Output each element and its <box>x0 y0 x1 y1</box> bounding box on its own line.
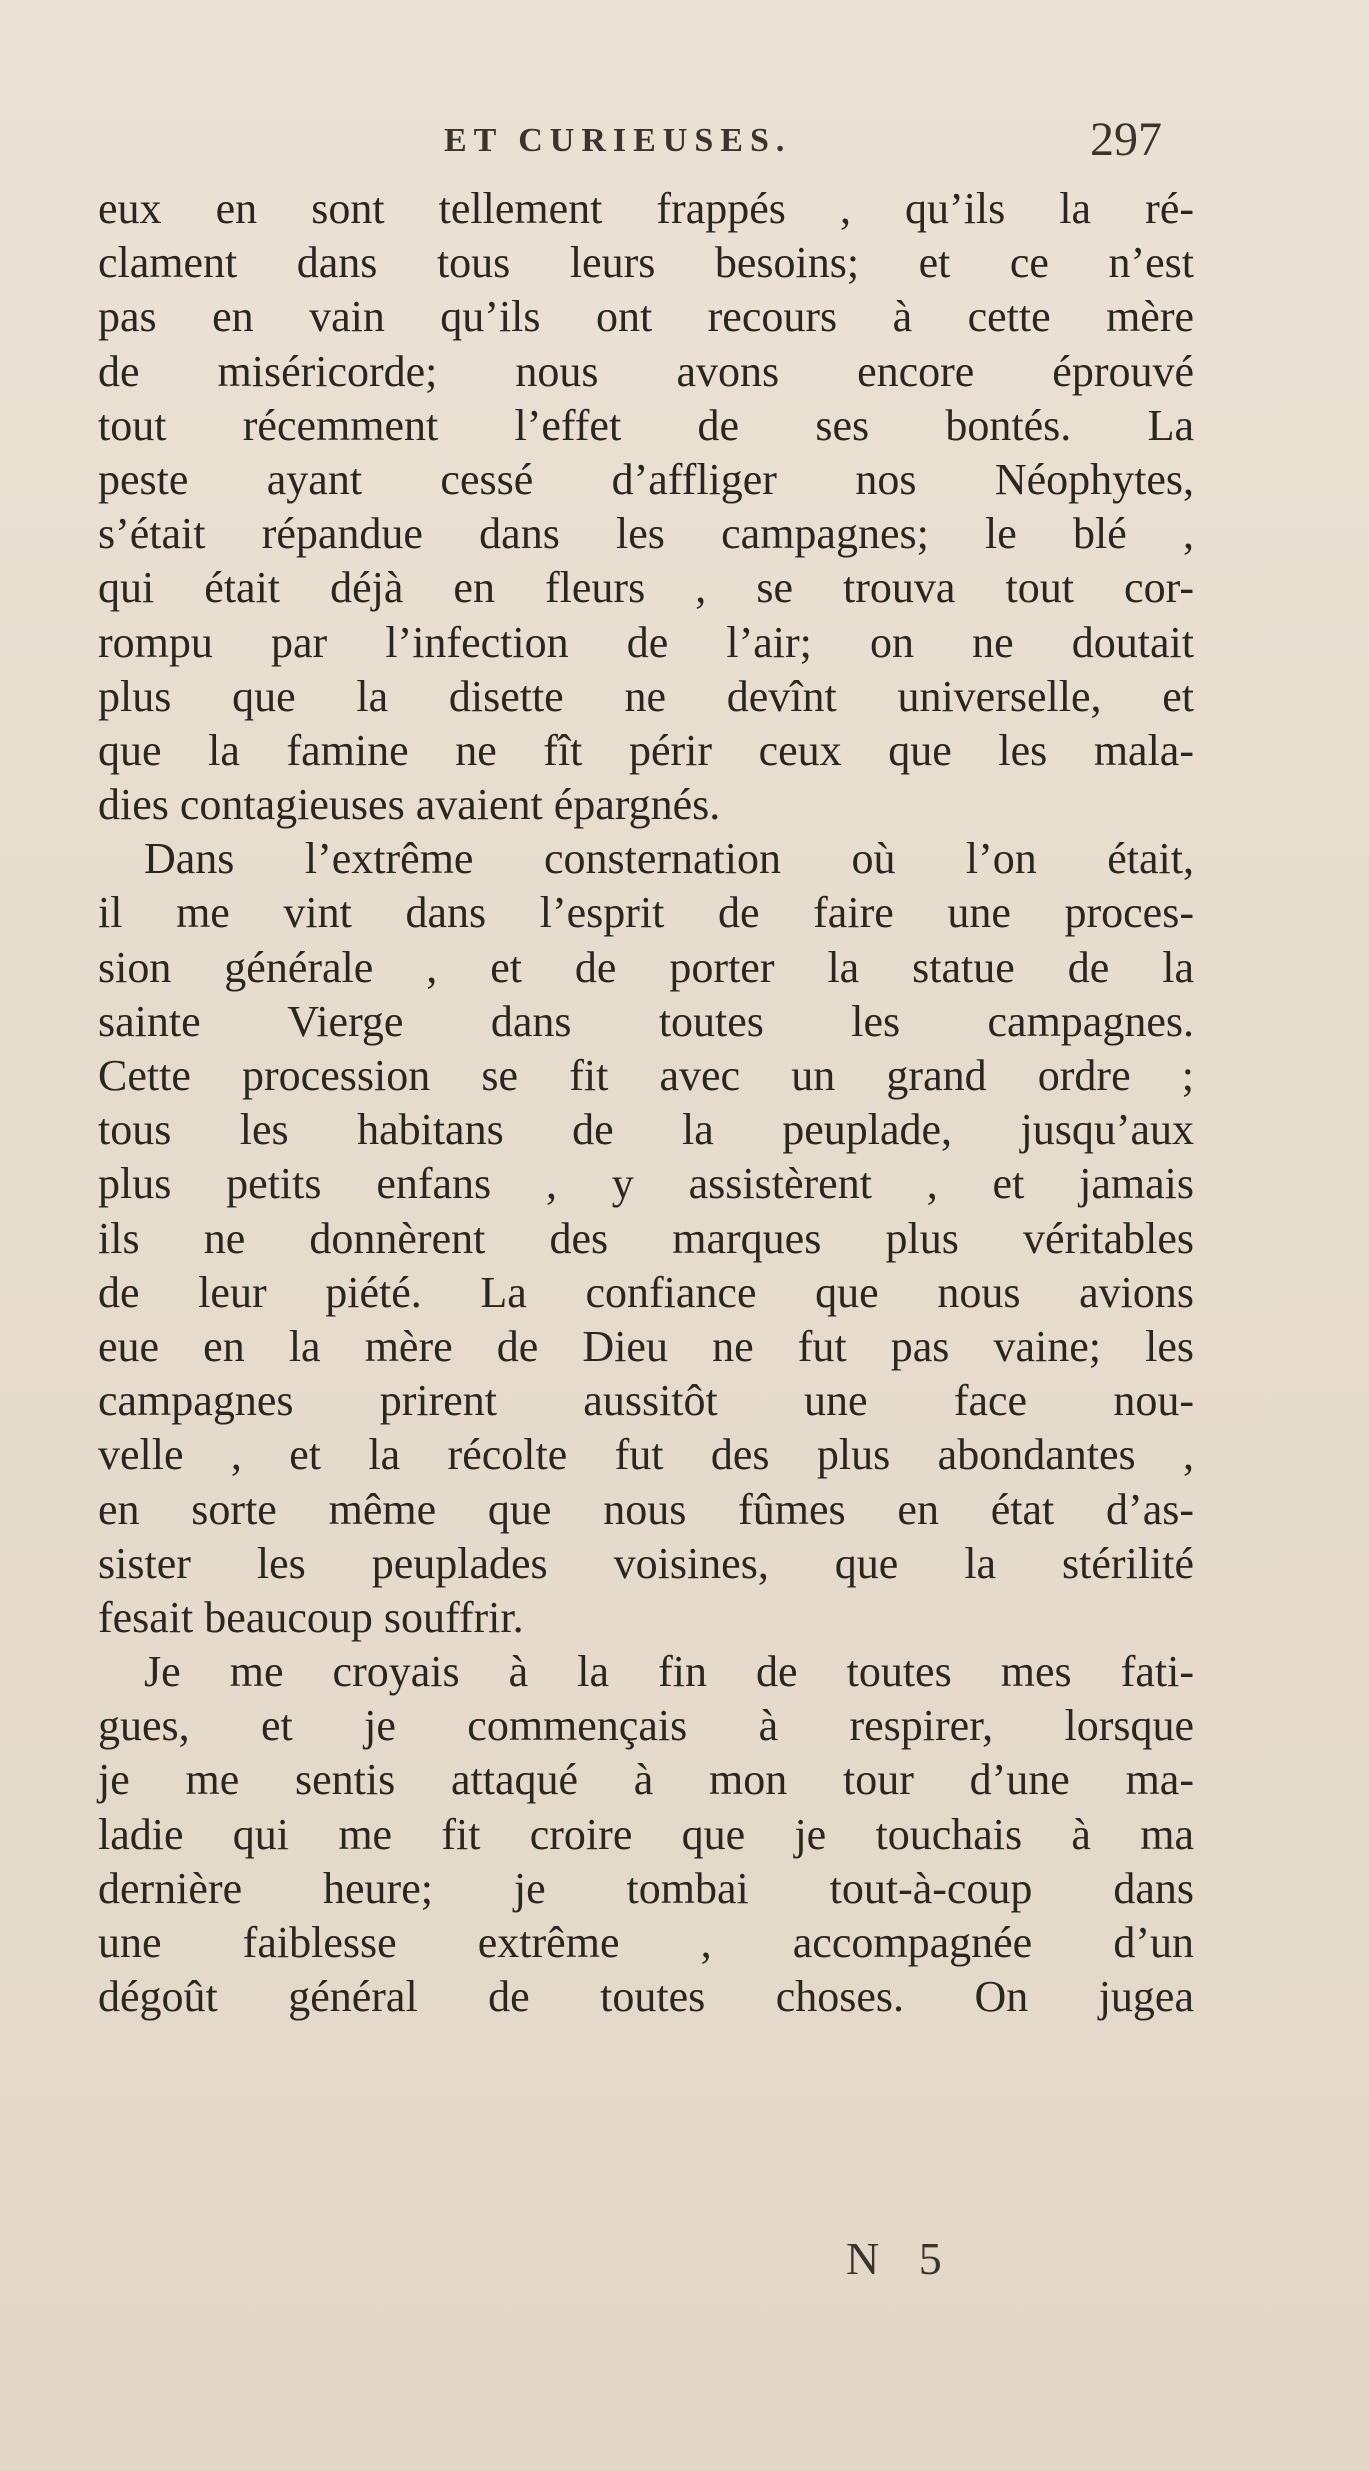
running-head: ET CURIEUSES. <box>444 122 792 159</box>
text-line: sainte Vierge dans toutes les campagnes. <box>98 996 1194 1046</box>
text-line: Je me croyais à la fin de toutes mes fati- <box>144 1647 1194 1697</box>
text-line: dies contagieuses avaient épargnés. <box>98 780 721 830</box>
body-text <box>98 182 1194 2024</box>
text-line: rompu par l’infection de l’air; on ne doutait <box>98 617 1194 667</box>
text-line: s’était répandue dans les campagnes; le blé , <box>98 509 1194 559</box>
text-line: en sorte même que nous fûmes en état d’as- <box>98 1484 1194 1534</box>
text-line: plus petits enfans , y assistèrent , et jamais <box>98 1159 1194 1209</box>
text-line: ladie qui me fit croire que je touchais à ma <box>98 1809 1194 1859</box>
text-line: dégoût général de toutes choses. On jugea <box>98 1972 1194 2022</box>
text-line: ils ne donnèrent des marques plus véritables <box>98 1213 1194 1263</box>
text-line: velle , et la récolte fut des plus abondantes , <box>98 1430 1194 1480</box>
text-line: clament dans tous leurs besoins; et ce n’est <box>98 238 1194 288</box>
text-line: Dans l’extrême consternation où l’on était, <box>144 834 1194 884</box>
text-line: que la famine ne fît périr ceux que les mala- <box>98 725 1194 775</box>
text-line: pas en vain qu’ils ont recours à cette mère <box>98 292 1194 342</box>
text-line: sion générale , et de porter la statue de la <box>98 942 1194 992</box>
text-line: de leur piété. La confiance que nous avions <box>98 1267 1194 1317</box>
text-line: tous les habitans de la peuplade, jusqu’aux <box>98 1105 1194 1155</box>
text-line: plus que la disette ne devînt universelle, et <box>98 671 1194 721</box>
text-line: je me sentis attaqué à mon tour d’une ma- <box>98 1755 1194 1805</box>
page-number: 297 <box>1090 113 1162 166</box>
text-line: tout récemment l’effet de ses bontés. La <box>98 400 1194 450</box>
text-line: gues, et je commençais à respirer, lorsque <box>98 1701 1194 1751</box>
text-line: campagnes prirent aussitôt une face nou- <box>98 1376 1194 1426</box>
text-line: eux en sont tellement frappés , qu’ils la ré- <box>98 184 1194 233</box>
text-line: une faiblesse extrême , accompagnée d’un <box>98 1918 1194 1967</box>
text-line: peste ayant cessé d’affliger nos Néophytes, <box>98 454 1194 504</box>
text-line: eue en la mère de Dieu ne fut pas vaine; les <box>98 1321 1194 1371</box>
text-line: sister les peuplades voisines, que la stérilité <box>98 1538 1194 1588</box>
text-line: de miséricorde; nous avons encore éprouvé <box>98 346 1194 396</box>
text-line: Cette procession se fit avec un grand ordre ; <box>98 1051 1194 1100</box>
signature-mark: N 5 <box>846 2233 956 2284</box>
text-line: dernière heure; je tombai tout-à-coup dans <box>98 1863 1194 1913</box>
text-line: qui était déjà en fleurs , se trouva tout cor- <box>98 563 1194 613</box>
text-line: fesait beaucoup souffrir. <box>98 1592 524 1642</box>
text-line: il me vint dans l’esprit de faire une proces- <box>98 888 1194 938</box>
